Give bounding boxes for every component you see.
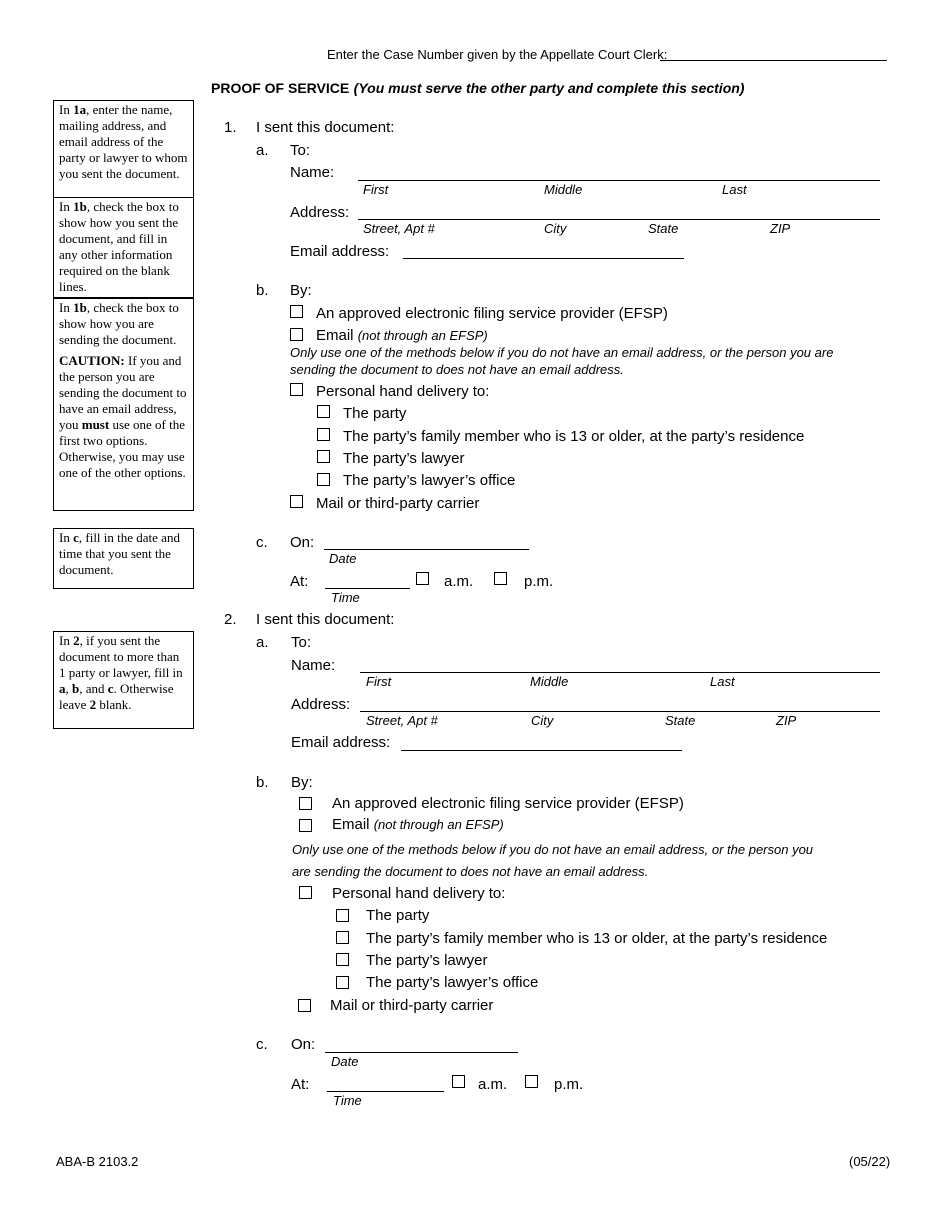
instruction-box-1b-caution: In 1b, check the box to show how you are sending the document. CAUTION: If you and the person you are sending the document to have an email address, you must use one of the first two options. Otherwise, you may use one of the other options.	[53, 298, 194, 511]
efsp-label-2: An approved electronic filing service provider (EFSP)	[332, 795, 684, 812]
at-label: At:	[290, 573, 309, 590]
instruction-box-1b: In 1b, check the box to show how you sent the document, and fill in any other information required on the blank lines.	[53, 198, 194, 298]
title-subtitle: (You must serve the other party and complete this section)	[353, 80, 745, 96]
last-caption-2: Last	[710, 674, 735, 689]
at-label-2: At:	[291, 1076, 310, 1093]
instruction-box-1a: In 1a, enter the name, mailing address, and email address of the party or lawyer to whom you sent the document.	[53, 100, 194, 198]
lawyer-office-label-2: The party’s lawyer’s office	[366, 974, 539, 991]
email-address-field[interactable]	[403, 258, 684, 259]
name-field-2[interactable]	[360, 672, 880, 673]
name-label-2: Name:	[291, 657, 336, 674]
the-party-label: The party	[343, 405, 407, 422]
form-id: ABA-B 2103.2	[56, 1154, 139, 1169]
am-label: a.m.	[444, 573, 474, 590]
item-2a-letter: a.	[256, 634, 269, 651]
zip-caption: ZIP	[770, 221, 791, 236]
state-caption: State	[648, 221, 679, 236]
pm-checkbox-2[interactable]	[525, 1075, 538, 1088]
section-1-heading: I sent this document:	[256, 119, 395, 136]
email-checkbox[interactable]	[290, 328, 303, 341]
methods-note-2-line-2: are sending the document to does not have an email address.	[292, 864, 649, 879]
street-caption-2: Street, Apt #	[366, 713, 438, 728]
party-lawyer-checkbox-2[interactable]	[336, 953, 349, 966]
case-number-label: Enter the Case Number given by the Appellate Court Clerk:	[327, 47, 668, 62]
item-2c-letter: c.	[256, 1036, 268, 1053]
name-field[interactable]	[358, 180, 880, 181]
the-party-checkbox[interactable]	[317, 405, 330, 418]
time-field-2[interactable]	[327, 1091, 444, 1092]
personal-delivery-label: Personal hand delivery to:	[316, 383, 490, 400]
name-label: Name:	[290, 164, 335, 181]
to-label-2: To:	[291, 634, 312, 651]
email-label: Email (not through an EFSP)	[316, 327, 488, 344]
family-member-checkbox-2[interactable]	[336, 931, 349, 944]
party-lawyer-label: The party’s lawyer	[343, 450, 465, 467]
email-address-label-2: Email address:	[291, 734, 391, 751]
am-checkbox-2[interactable]	[452, 1075, 465, 1088]
city-caption-2: City	[531, 713, 554, 728]
personal-delivery-checkbox-2[interactable]	[299, 886, 312, 899]
date-caption: Date	[329, 551, 357, 566]
lawyer-office-checkbox-2[interactable]	[336, 976, 349, 989]
on-label-2: On:	[291, 1036, 316, 1053]
efsp-checkbox-2[interactable]	[299, 797, 312, 810]
city-caption: City	[544, 221, 567, 236]
date-field[interactable]	[324, 549, 529, 550]
email-address-field-2[interactable]	[401, 750, 682, 751]
lawyer-office-checkbox[interactable]	[317, 473, 330, 486]
first-caption-2: First	[366, 674, 392, 689]
pm-label: p.m.	[524, 573, 554, 590]
last-caption: Last	[722, 182, 747, 197]
family-member-label: The party’s family member who is 13 or older, at the party’s residence	[343, 428, 805, 445]
address-field[interactable]	[358, 219, 880, 220]
instruction-box-c: In c, fill in the date and time that you sent the document.	[53, 528, 194, 589]
party-lawyer-label-2: The party’s lawyer	[366, 952, 488, 969]
mail-checkbox-2[interactable]	[298, 999, 311, 1012]
item-1b-letter: b.	[256, 282, 269, 299]
middle-caption-2: Middle	[530, 674, 569, 689]
item-2b-letter: b.	[256, 774, 269, 791]
on-label: On:	[290, 534, 315, 551]
address-label: Address:	[290, 204, 350, 221]
time-field[interactable]	[325, 588, 410, 589]
personal-delivery-label-2: Personal hand delivery to:	[332, 885, 506, 902]
section-2-heading: I sent this document:	[256, 611, 395, 628]
time-caption-2: Time	[333, 1093, 362, 1108]
form-revision: (05/22)	[849, 1154, 891, 1169]
item-1c-letter: c.	[256, 534, 268, 551]
methods-note-line-2: sending the document to does not have an email address.	[290, 362, 624, 377]
first-caption: First	[363, 182, 389, 197]
am-checkbox[interactable]	[416, 572, 429, 585]
state-caption-2: State	[665, 713, 696, 728]
efsp-checkbox[interactable]	[290, 305, 303, 318]
am-label-2: a.m.	[478, 1076, 508, 1093]
street-caption: Street, Apt #	[363, 221, 435, 236]
middle-caption: Middle	[544, 182, 583, 197]
section-1-number: 1.	[224, 119, 237, 136]
zip-caption-2: ZIP	[776, 713, 797, 728]
by-label-2: By:	[291, 774, 313, 791]
date-caption-2: Date	[331, 1054, 359, 1069]
date-field-2[interactable]	[325, 1052, 518, 1053]
email-address-label: Email address:	[290, 243, 390, 260]
mail-label: Mail or third-party carrier	[316, 495, 480, 512]
mail-checkbox[interactable]	[290, 495, 303, 508]
family-member-checkbox[interactable]	[317, 428, 330, 441]
methods-note-2-line-1: Only use one of the methods below if you do not have an email address, or the person you	[292, 842, 814, 857]
email-label-2: Email (not through an EFSP)	[332, 816, 504, 833]
by-label: By:	[290, 282, 312, 299]
pm-checkbox[interactable]	[494, 572, 507, 585]
lawyer-office-label: The party’s lawyer’s office	[343, 472, 516, 489]
personal-delivery-checkbox[interactable]	[290, 383, 303, 396]
mail-label-2: Mail or third-party carrier	[330, 997, 494, 1014]
time-caption: Time	[331, 590, 360, 605]
methods-note-line-1: Only use one of the methods below if you do not have an email address, or the person you are	[290, 345, 834, 360]
efsp-label: An approved electronic filing service provider (EFSP)	[316, 305, 668, 322]
case-number-field[interactable]	[660, 60, 887, 61]
address-field-2[interactable]	[360, 711, 880, 712]
title-text: PROOF OF SERVICE	[211, 80, 350, 96]
page-title	[211, 80, 744, 98]
the-party-checkbox-2[interactable]	[336, 909, 349, 922]
section-2-number: 2.	[224, 611, 237, 628]
the-party-label-2: The party	[366, 907, 430, 924]
family-member-label-2: The party’s family member who is 13 or older, at the party’s residence	[366, 930, 828, 947]
instruction-box-2: In 2, if you sent the document to more than 1 party or lawyer, fill in a, b, and c. Otherwise leave 2 blank.	[53, 631, 194, 729]
address-label-2: Address:	[291, 696, 351, 713]
email-checkbox-2[interactable]	[299, 819, 312, 832]
item-1a-letter: a.	[256, 142, 269, 159]
to-label: To:	[290, 142, 311, 159]
pm-label-2: p.m.	[554, 1076, 584, 1093]
party-lawyer-checkbox[interactable]	[317, 450, 330, 463]
